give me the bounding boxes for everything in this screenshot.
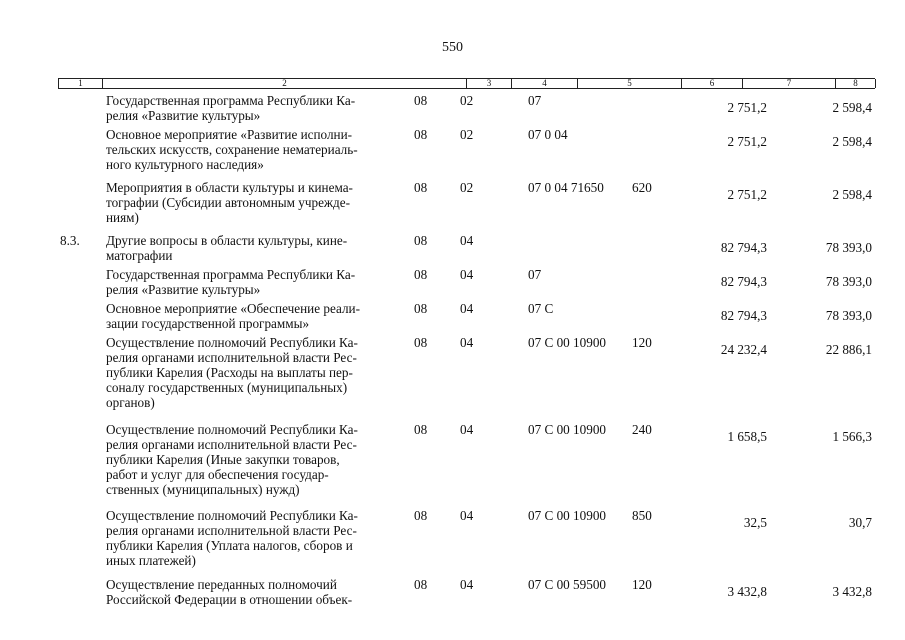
col-amount-1: 82 794,3 <box>720 240 767 255</box>
row-name <box>106 93 406 123</box>
col-amount-1: 1 658,5 <box>727 429 767 444</box>
col-amount-2: 30,7 <box>848 515 872 530</box>
header-col-3: 3 <box>467 79 512 88</box>
row-name-line: Другие вопросы в области культуры, кине- <box>106 233 348 248</box>
col-subsection: 04 <box>460 422 474 437</box>
col-section: 08 <box>414 508 428 523</box>
col-amount-1: 2 751,2 <box>727 100 767 115</box>
col-amount-1: 82 794,3 <box>720 274 767 289</box>
col-target-article: 07 С 00 59500 <box>528 577 607 592</box>
col-target-article: 07 <box>528 93 542 108</box>
col-target-article: 07 <box>528 267 542 282</box>
header-col-1: 1 <box>59 79 103 88</box>
col-subsection: 04 <box>460 301 474 316</box>
col-target-article: 07 С 00 10900 <box>528 508 607 523</box>
col-section: 08 <box>414 93 428 108</box>
col-amount-1: 2 751,2 <box>727 134 767 149</box>
header-col-5: 5 <box>578 79 682 88</box>
row-name <box>106 127 406 172</box>
row-name-line: Основное мероприятие «Обеспечение реали- <box>106 301 360 316</box>
col-amount-2: 1 566,3 <box>832 429 872 444</box>
row-name-line: работ и услуг для обеспечения государ- <box>106 467 329 482</box>
col-amount-2: 78 393,0 <box>825 308 872 323</box>
row-name-line: Основное мероприятие «Развитие исполни- <box>106 127 353 142</box>
header-col-8: 8 <box>836 79 876 88</box>
row-name-line: органов) <box>106 395 155 410</box>
row-name <box>106 335 406 410</box>
col-subsection: 02 <box>460 180 474 195</box>
col-expense-type: 850 <box>632 508 652 523</box>
row-number: 8.3. <box>60 233 80 248</box>
header-col-2: 2 <box>103 79 467 88</box>
row-name-line: Осуществление полномочий Республики Ка- <box>106 335 358 350</box>
col-subsection: 04 <box>460 508 474 523</box>
row-name-line: соналу государственных (муниципальных) <box>106 380 348 395</box>
row-name <box>106 267 406 297</box>
row-name-line: тографии (Субсидии автономным учрежде- <box>106 195 350 210</box>
col-amount-1: 24 232,4 <box>720 342 767 357</box>
row-name <box>106 301 406 331</box>
col-target-article: 07 С 00 10900 <box>528 335 607 350</box>
col-subsection: 02 <box>460 93 474 108</box>
col-target-article: 07 С <box>528 301 554 316</box>
col-amount-2: 2 598,4 <box>832 187 872 202</box>
row-name-line: Мероприятия в области культуры и кинема- <box>106 180 353 195</box>
col-target-article: 07 0 04 <box>528 127 568 142</box>
table-header <box>58 78 875 89</box>
row-name-line: публики Карелия (Расходы на выплаты пер- <box>106 365 353 380</box>
row-name-line: Государственная программа Республики Ка- <box>106 267 356 282</box>
row-name-line: ственных (муниципальных) нужд) <box>106 482 300 497</box>
row-name-line: релия «Развитие культуры» <box>106 282 261 297</box>
col-amount-1: 32,5 <box>743 515 767 530</box>
col-target-article: 07 С 00 10900 <box>528 422 607 437</box>
row-name <box>106 180 406 225</box>
col-section: 08 <box>414 577 428 592</box>
col-amount-1: 3 432,8 <box>727 584 767 599</box>
col-amount-2: 78 393,0 <box>825 274 872 289</box>
col-section: 08 <box>414 422 428 437</box>
col-section: 08 <box>414 301 428 316</box>
row-name-line: релия органами исполнительной власти Рес- <box>106 350 357 365</box>
col-subsection: 04 <box>460 335 474 350</box>
col-expense-type: 120 <box>632 335 652 350</box>
col-amount-2: 3 432,8 <box>832 584 872 599</box>
col-expense-type: 240 <box>632 422 652 437</box>
row-name-line: релия «Развитие культуры» <box>106 108 261 123</box>
col-expense-type: 620 <box>632 180 652 195</box>
row-name-line: ного культурного наследия» <box>106 157 264 172</box>
header-col-6: 6 <box>682 79 743 88</box>
row-name <box>106 577 406 607</box>
row-name <box>106 508 406 568</box>
row-name <box>106 422 406 497</box>
col-section: 08 <box>414 180 428 195</box>
col-amount-2: 2 598,4 <box>832 134 872 149</box>
row-name-line: тельских искусств, сохранение нематериаль- <box>106 142 358 157</box>
row-name-line: публики Карелия (Иные закупки товаров, <box>106 452 340 467</box>
row-name-line: Осуществление переданных полномочий <box>106 577 337 592</box>
row-name-line: Осуществление полномочий Республики Ка- <box>106 422 358 437</box>
col-expense-type: 120 <box>632 577 652 592</box>
row-name-line: публики Карелия (Уплата налогов, сборов и <box>106 538 353 553</box>
col-subsection: 04 <box>460 577 474 592</box>
col-subsection: 04 <box>460 233 474 248</box>
row-name-line: Российской Федерации в отношении объек- <box>106 592 353 607</box>
col-section: 08 <box>414 233 428 248</box>
col-subsection: 02 <box>460 127 474 142</box>
header-col-7: 7 <box>743 79 836 88</box>
col-amount-2: 78 393,0 <box>825 240 872 255</box>
col-amount-1: 82 794,3 <box>720 308 767 323</box>
row-name <box>106 233 406 263</box>
row-name-line: зации государственной программы» <box>106 316 310 331</box>
col-amount-1: 2 751,2 <box>727 187 767 202</box>
row-name-line: Государственная программа Республики Ка- <box>106 93 356 108</box>
col-target-article: 07 0 04 71650 <box>528 180 604 195</box>
col-section: 08 <box>414 335 428 350</box>
row-name-line: ниям) <box>106 210 139 225</box>
col-amount-2: 22 886,1 <box>825 342 872 357</box>
row-name-line: релия органами исполнительной власти Рес- <box>106 523 357 538</box>
header-col-4: 4 <box>512 79 578 88</box>
row-name-line: иных платежей) <box>106 553 196 568</box>
row-name-line: матографии <box>106 248 173 263</box>
col-amount-2: 2 598,4 <box>832 100 872 115</box>
col-section: 08 <box>414 267 428 282</box>
page-number: 550 <box>442 40 463 55</box>
col-subsection: 04 <box>460 267 474 282</box>
col-section: 08 <box>414 127 428 142</box>
row-name-line: Осуществление полномочий Республики Ка- <box>106 508 358 523</box>
row-name-line: релия органами исполнительной власти Рес- <box>106 437 357 452</box>
